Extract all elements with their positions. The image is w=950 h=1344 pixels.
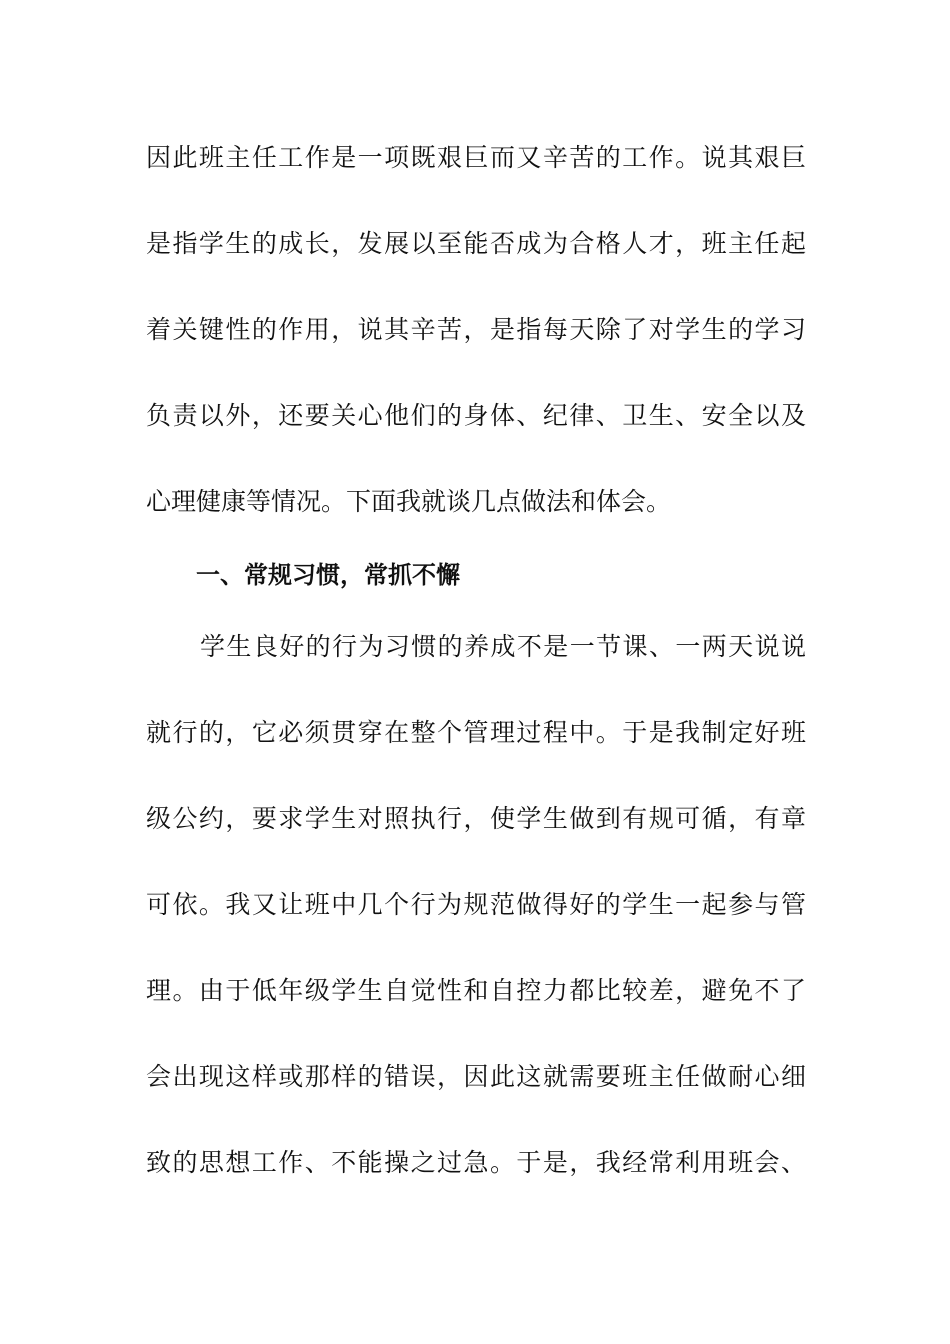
paragraph-line: 着关键性的作用，说其辛苦，是指每天除了对学生的学习	[146, 315, 806, 344]
paragraph-line: 负责以外，还要关心他们的身体、纪律、卫生、安全以及	[146, 401, 806, 430]
paragraph-line: 学生良好的行为习惯的养成不是一节课、一两天说说	[200, 632, 806, 661]
paragraph-line: 级公约，要求学生对照执行，使学生做到有规可循，有章	[146, 804, 806, 833]
paragraph-line: 心理健康等情况。下面我就谈几点做法和体会。	[146, 487, 672, 516]
paragraph-line: 就行的，它必须贯穿在整个管理过程中。于是我制定好班	[146, 718, 806, 747]
paragraph-line: 理。由于低年级学生自觉性和自控力都比较差，避免不了	[146, 976, 806, 1005]
paragraph-line: 因此班主任工作是一项既艰巨而又辛苦的工作。说其艰巨	[146, 143, 806, 172]
paragraph-line: 致的思想工作、不能操之过急。于是，我经常利用班会、	[146, 1148, 806, 1177]
paragraph-line: 可依。我又让班中几个行为规范做得好的学生一起参与管	[146, 890, 806, 919]
section-heading: 一、常规习惯，常抓不懈	[196, 561, 460, 589]
paragraph-line: 会出现这样或那样的错误，因此这就需要班主任做耐心细	[146, 1062, 806, 1091]
paragraph-line: 是指学生的成长，发展以至能否成为合格人才，班主任起	[146, 229, 806, 258]
